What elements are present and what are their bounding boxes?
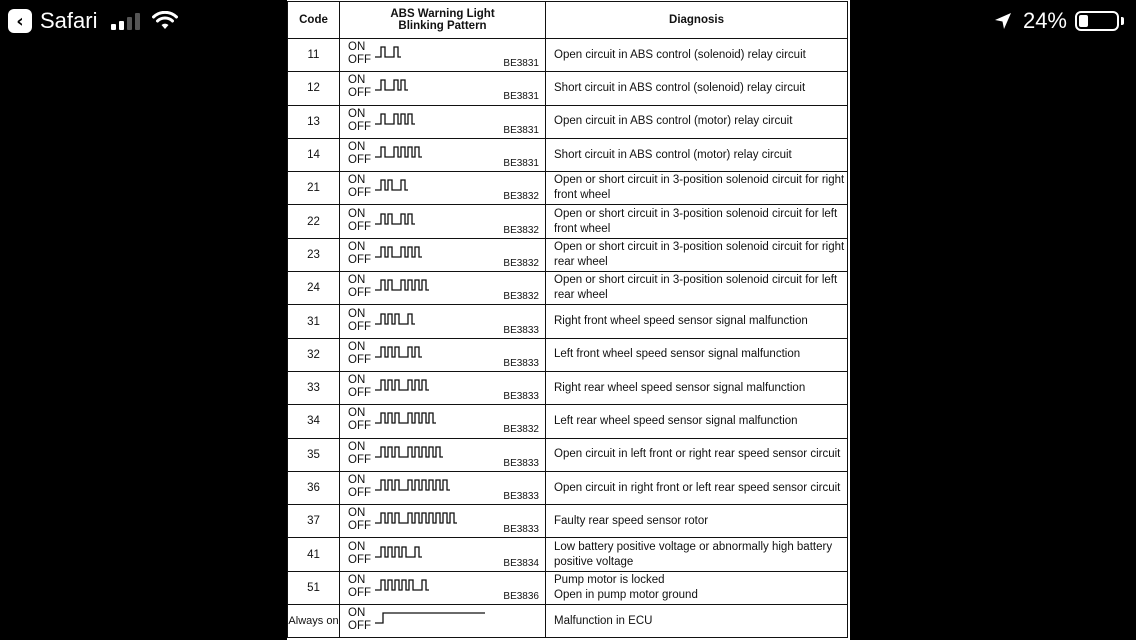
off-label: OFF <box>348 154 371 167</box>
figure-ref: BE3832 <box>503 191 539 203</box>
battery-icon <box>1075 11 1119 31</box>
table-row <box>288 238 848 271</box>
table-row <box>288 138 848 171</box>
pattern-cell <box>340 105 546 138</box>
figure-ref: BE3833 <box>503 524 539 536</box>
blink-pattern-waveform <box>375 212 490 228</box>
diagnosis-cell: Malfunction in ECU <box>546 605 848 638</box>
off-label: OFF <box>348 487 371 499</box>
on-off-labels <box>348 607 371 633</box>
on-off-labels <box>348 574 371 600</box>
blink-pattern-waveform <box>375 178 490 194</box>
figure-ref: BE3831 <box>503 124 539 136</box>
on-label: ON <box>348 374 366 387</box>
blink-pattern-waveform <box>375 245 490 261</box>
code-cell: 24 <box>288 272 340 305</box>
pattern-cell <box>340 538 546 571</box>
figure-ref: BE3832 <box>503 424 539 436</box>
on-off-labels <box>348 441 371 467</box>
diagnosis-cell: Open or short circuit in 3-position solenoid circuit for right rear wheel <box>546 238 848 271</box>
diagnosis-cell: Left rear wheel speed sensor signal malfunction <box>546 405 848 438</box>
diagnosis-cell: Right front wheel speed sensor signal malfunction <box>546 305 848 338</box>
header-diagnosis: Diagnosis <box>546 2 848 39</box>
back-chevron-icon[interactable]: ‹ <box>8 9 32 33</box>
table-row <box>288 205 848 238</box>
on-off-labels <box>348 74 371 100</box>
figure-ref: BE3832 <box>503 291 539 303</box>
abs-code-table <box>287 1 848 638</box>
blink-pattern-waveform <box>375 378 490 394</box>
table-row <box>288 538 848 571</box>
code-cell: 51 <box>288 571 340 604</box>
pattern-cell <box>340 438 546 471</box>
header-code: Code <box>288 2 340 39</box>
blink-pattern-waveform <box>375 45 490 61</box>
figure-ref: BE3833 <box>503 391 539 403</box>
blink-pattern-waveform <box>375 478 490 494</box>
off-label: OFF <box>348 420 371 433</box>
pattern-cell <box>340 39 546 72</box>
diagnosis-cell: Open circuit in right front or left rear speed sensor circuit <box>546 471 848 504</box>
code-cell: 11 <box>288 39 340 72</box>
off-label: OFF <box>348 387 371 400</box>
diagnosis-cell: Pump motor is locked Open in pump motor ground <box>546 571 848 604</box>
on-label: ON <box>348 440 366 453</box>
code-cell: 32 <box>288 338 340 371</box>
diagnosis-cell: Open or short circuit in 3-position solenoid circuit for left front wheel <box>546 205 848 238</box>
off-label: OFF <box>348 320 371 333</box>
battery-tip <box>1121 17 1124 25</box>
on-off-labels <box>348 274 371 300</box>
figure-ref: BE3833 <box>503 324 539 336</box>
table-row <box>288 338 848 371</box>
figure-ref: BE3836 <box>503 590 539 602</box>
blink-pattern-waveform <box>375 411 490 427</box>
on-label: ON <box>348 74 366 87</box>
table-row <box>288 405 848 438</box>
blink-pattern-waveform <box>375 145 490 161</box>
on-off-labels <box>348 141 371 167</box>
on-label: ON <box>348 207 366 220</box>
diagnosis-cell: Open or short circuit in 3-position solenoid circuit for left rear wheel <box>546 272 848 305</box>
figure-ref: BE3833 <box>503 357 539 369</box>
diagnosis-cell: Open circuit in ABS control (motor) relay circuit <box>546 105 848 138</box>
table-row <box>288 305 848 338</box>
pattern-cell <box>340 172 546 205</box>
code-cell: 13 <box>288 105 340 138</box>
table-row <box>288 105 848 138</box>
code-cell: 22 <box>288 205 340 238</box>
battery-percent: 24% <box>1022 8 1067 33</box>
blink-pattern-waveform <box>375 511 490 527</box>
on-off-labels <box>348 407 371 433</box>
pattern-cell <box>340 338 546 371</box>
table-row <box>288 571 848 604</box>
off-label: OFF <box>348 87 371 100</box>
off-label: OFF <box>348 453 371 466</box>
pattern-cell <box>340 72 546 105</box>
off-label: OFF <box>348 353 371 366</box>
figure-ref: BE3833 <box>503 457 539 469</box>
on-off-labels <box>348 308 371 334</box>
code-cell: 31 <box>288 305 340 338</box>
code-cell: 14 <box>288 138 340 171</box>
on-off-labels <box>348 41 371 67</box>
pattern-cell <box>340 238 546 271</box>
cellular-signal-icon <box>111 12 140 30</box>
on-off-labels <box>348 241 371 267</box>
wifi-icon <box>152 11 178 31</box>
blink-pattern-waveform <box>375 312 490 328</box>
on-label: ON <box>348 474 366 486</box>
blink-pattern-waveform <box>375 545 490 561</box>
figure-ref: BE3832 <box>503 224 539 236</box>
on-label: ON <box>348 340 366 353</box>
on-off-labels <box>348 341 371 367</box>
pattern-cell <box>340 371 546 404</box>
code-cell: 35 <box>288 438 340 471</box>
pattern-cell <box>340 205 546 238</box>
on-label: ON <box>348 274 366 287</box>
off-label: OFF <box>348 54 371 67</box>
figure-ref: BE3831 <box>503 158 539 170</box>
off-label: OFF <box>348 620 371 633</box>
pattern-cell <box>340 471 546 504</box>
pattern-cell <box>340 138 546 171</box>
pattern-cell <box>340 405 546 438</box>
figure-ref: BE3834 <box>503 557 539 569</box>
table-row <box>288 371 848 404</box>
diagnosis-cell: Open or short circuit in 3-position solenoid circuit for right front wheel <box>546 172 848 205</box>
on-label: ON <box>348 573 366 586</box>
document-page <box>287 0 850 640</box>
table-row <box>288 172 848 205</box>
table-row <box>288 272 848 305</box>
on-off-labels <box>348 474 371 500</box>
figure-ref: BE3833 <box>503 491 539 502</box>
table-row <box>288 39 848 72</box>
back-to-app-label[interactable]: Safari <box>40 8 98 33</box>
code-cell: 36 <box>288 471 340 504</box>
on-label: ON <box>348 307 366 320</box>
blink-pattern-waveform <box>375 78 490 94</box>
header-pattern-line2: Blinking Pattern <box>398 20 487 32</box>
on-label: ON <box>348 507 366 520</box>
pattern-cell <box>340 305 546 338</box>
table-row <box>288 605 848 638</box>
on-off-labels <box>348 374 371 400</box>
blink-pattern-waveform <box>375 578 490 594</box>
code-cell: 21 <box>288 172 340 205</box>
figure-ref: BE3831 <box>503 91 539 103</box>
on-label: ON <box>348 540 366 553</box>
table-row <box>288 438 848 471</box>
off-label: OFF <box>348 586 371 599</box>
off-label: OFF <box>348 553 371 566</box>
location-arrow-icon <box>993 11 1013 31</box>
blink-pattern-waveform <box>375 345 490 361</box>
code-cell: 34 <box>288 405 340 438</box>
diagnosis-cell: Short circuit in ABS control (solenoid) relay circuit <box>546 72 848 105</box>
table-row <box>288 505 848 538</box>
code-cell: 23 <box>288 238 340 271</box>
off-label: OFF <box>348 187 371 200</box>
on-label: ON <box>348 240 366 253</box>
off-label: OFF <box>348 520 371 533</box>
diagnosis-cell: Right rear wheel speed sensor signal malfunction <box>546 371 848 404</box>
on-label: ON <box>348 141 366 154</box>
blink-pattern-waveform <box>375 278 490 294</box>
on-off-labels <box>348 507 371 533</box>
blink-pattern-waveform <box>375 445 490 461</box>
header-pattern-line1: ABS Warning Light <box>390 8 495 20</box>
diagnosis-cell: Open circuit in ABS control (solenoid) relay circuit <box>546 39 848 72</box>
on-off-labels <box>348 541 371 567</box>
on-off-labels <box>348 108 371 134</box>
diagnosis-cell: Open circuit in left front or right rear speed sensor circuit <box>546 438 848 471</box>
blink-pattern-waveform <box>375 112 490 128</box>
off-label: OFF <box>348 253 371 266</box>
on-label: ON <box>348 607 366 620</box>
pattern-cell <box>340 571 546 604</box>
code-cell: 12 <box>288 72 340 105</box>
code-cell: Always on <box>288 605 340 638</box>
pattern-cell <box>340 272 546 305</box>
on-off-labels <box>348 208 371 234</box>
pattern-cell <box>340 505 546 538</box>
on-label: ON <box>348 107 366 120</box>
diagnosis-cell: Faulty rear speed sensor rotor <box>546 505 848 538</box>
header-pattern <box>340 2 546 39</box>
table-body <box>288 39 848 638</box>
diagnosis-cell: Low battery positive voltage or abnormally high battery positive voltage <box>546 538 848 571</box>
off-label: OFF <box>348 220 371 233</box>
off-label: OFF <box>348 287 371 300</box>
table-row <box>288 471 848 504</box>
table-row <box>288 72 848 105</box>
diagnosis-cell: Short circuit in ABS control (motor) relay circuit <box>546 138 848 171</box>
status-bar-left <box>8 6 178 36</box>
on-label: ON <box>348 174 366 187</box>
figure-ref: BE3832 <box>503 257 539 269</box>
status-bar-right <box>993 6 1124 36</box>
figure-ref: BE3831 <box>503 58 539 70</box>
diagnosis-cell: Left front wheel speed sensor signal malfunction <box>546 338 848 371</box>
pattern-cell <box>340 605 546 638</box>
code-cell: 37 <box>288 505 340 538</box>
on-label: ON <box>348 407 366 420</box>
on-label: ON <box>348 41 366 54</box>
code-cell: 41 <box>288 538 340 571</box>
blink-pattern-waveform <box>375 611 490 627</box>
on-off-labels <box>348 174 371 200</box>
off-label: OFF <box>348 120 371 133</box>
code-cell: 33 <box>288 371 340 404</box>
